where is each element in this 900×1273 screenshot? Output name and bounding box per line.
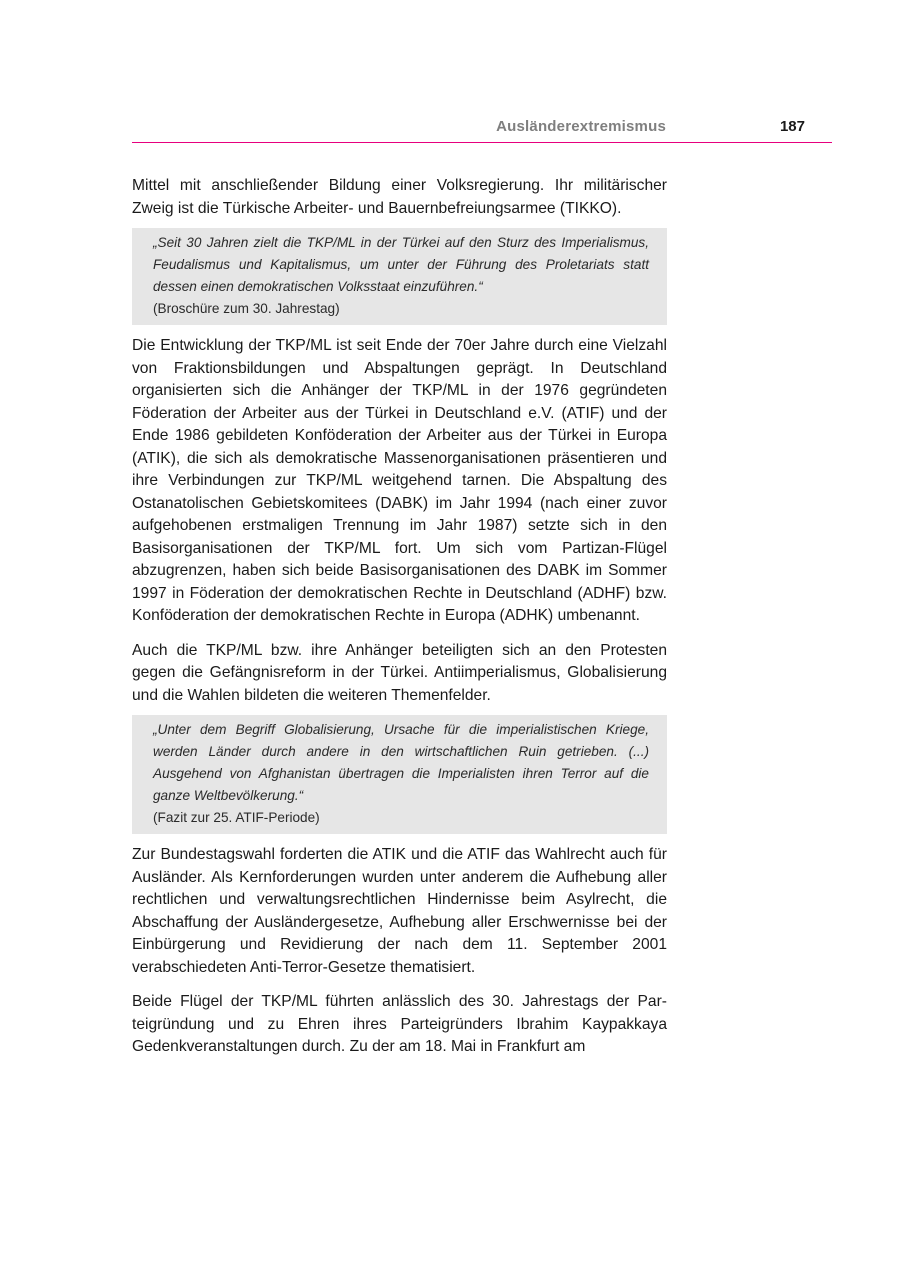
paragraph-5: Beide Flügel der TKP/ML führten anlässlich des 30. Jahrestags der Parteigründung und zu Ehren ihres Parteigründers Ibrahim Kaypakkaya Gedenkveranstaltungen durch. Zu der am 18. Mai in Frankfurt am [132, 993, 667, 1055]
page-number: 187 [779, 118, 805, 135]
paragraph-3: Auch die TKP/ML bzw. ihre Anhänger beteiligten sich an den Protesten gegen die Gefängnisreform in der Türkei. Antiimperialismus, Globalisierung und die Wahlen bildeten die weiteren Themenfelder. [132, 641, 667, 704]
paragraph-1: Mittel mit anschließender Bildung einer Volksregierung. Ihr militärischer Zweig ist die Türkische Arbeiter- und Bauernbefreiungsarmee (TIKKO). [132, 177, 667, 217]
paragraph-4: Zur Bundestagswahl forderten die ATIK und die ATIF das Wahlrecht auch für Ausländer. Als Kernforderungen wurden unter anderem die Aufhebung aller rechtlichen und verwaltungsrechtlichen Hindernisse beim Asylrecht, die Abschaffung der Ausländergesetze, Aufhebung aller Erschwernisse bei der Einbürgerung und Revidierung der nach dem 11. September 2001 verabschiedeten Anti-Terror-Gesetze thematisiert. [132, 846, 667, 976]
running-header [132, 116, 832, 143]
quote-2-text: „Unter dem Begriff Globalisierung, Ursache für die imperialistischen Kriege, werden Länder durch andere in den wirtschaftlichen Ruin getrieben. (...) Ausgehend von Afghanistan übertragen die Imperialisten ihren Terror auf die ganze Weltbevölkerung.“ [153, 722, 649, 803]
quote-box-2 [132, 715, 667, 834]
paragraph-2: Die Entwicklung der TKP/ML ist seit Ende der 70er Jahre durch eine Vielzahl von Fraktionsbildungen und Abspaltungen geprägt. In Deutschland organisierten sich die Anhänger der TKP/ML in der 1976 gegründeten Föderation der Arbeiter aus der Türkei in Deutschland e.V. (ATIF) und der Ende 1986 gebildeten Konföderation der Arbeiter aus der Türkei in Europa (ATIK), die sich als demokratische Massenorganisationen präsentieren und ihre Verbindungen zur TKP/ML weitgehend tarnen. Die Abspaltung des Ostanatolischen Gebietskomitees (DABK) im Jahr 1994 (nach einer zuvor aufgehobenen erstmaligen Trennung im Jahr 1987) setzte sich in den Basisorganisationen der TKP/ML fort. Um sich vom Partizan-Flügel abzugrenzen, haben sich beide Basisorganisationen des DABK im Sommer 1997 in Föderation der demokratischen Rechte in Deutschland (ADHF) bzw. Konföderation der demokratischen Rechte in Europa (ADHK) umbenannt. [132, 337, 667, 624]
quote-box-1 [132, 228, 667, 325]
section-title: Ausländerextremismus [496, 118, 666, 135]
page-body [132, 175, 667, 1071]
quote-1-source: (Broschüre zum 30. Jahrestag) [153, 301, 340, 316]
quote-1-text: „Seit 30 Jahren zielt die TKP/ML in der Türkei auf den Sturz des Imperialismus, Feudalismus und Kapitalismus, um unter der Führung des Proletariats statt dessen einen demokratischen Volksstaat einzuführen.“ [153, 235, 649, 294]
quote-2-source: (Fazit zur 25. ATIF-Periode) [153, 810, 320, 825]
